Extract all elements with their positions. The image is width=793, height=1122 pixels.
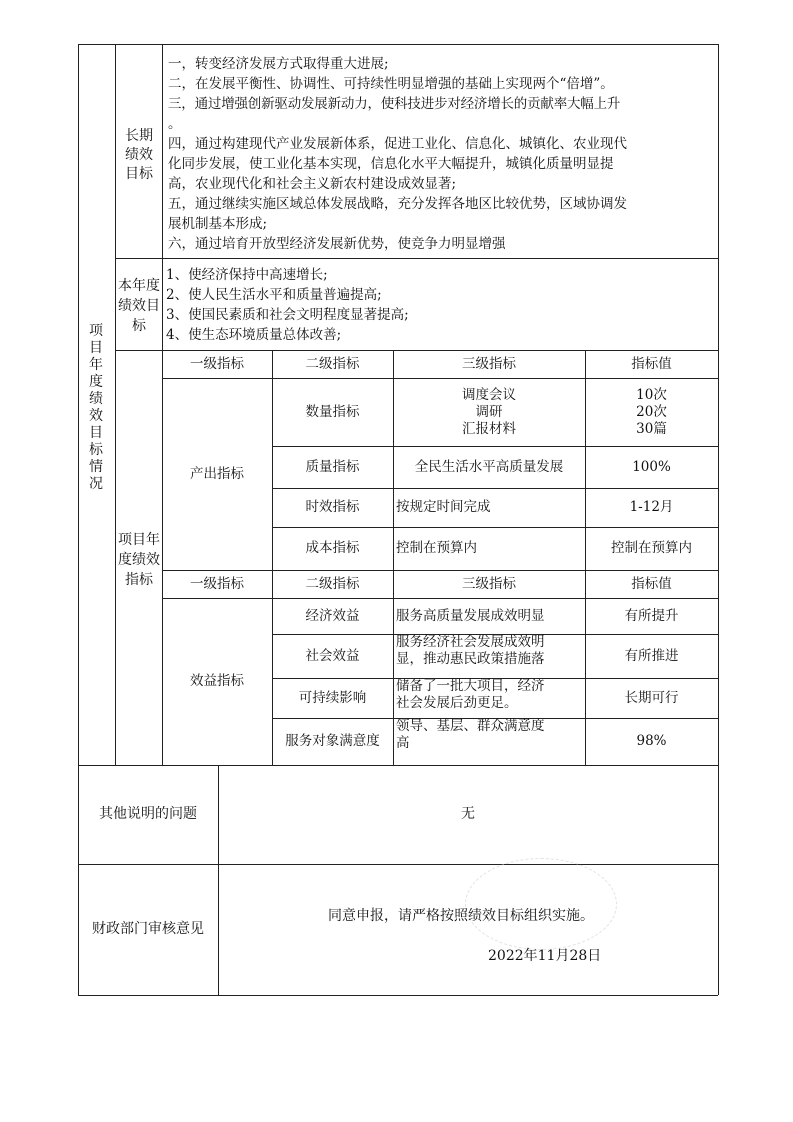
long-term-line-3: 三，通过增强创新驱动发展新动力，使科技进步对经济增长的贡献率大幅上升 <box>168 96 621 112</box>
quality-level3: 全民生活水平高质量发展 <box>414 458 564 475</box>
header2-level1: 一级指标 <box>190 575 244 592</box>
header2-level3: 三级指标 <box>462 575 516 592</box>
annual-line-3: 3、使国民素质和社会文明程度显著提高; <box>166 307 409 323</box>
divider-section-column <box>115 44 116 765</box>
annual-goal-label <box>118 266 160 346</box>
output-level1: 产出指标 <box>190 465 244 482</box>
quantity-item-1: 调度会议 <box>462 386 516 403</box>
sustainable-level2: 可持续影响 <box>298 689 367 706</box>
long-term-line-5: 四，通过构建现代产业发展新体系，促进工业化、信息化、城镇化、农业现代 <box>168 136 627 152</box>
satisfaction-level2: 服务对象满意度 <box>285 733 380 749</box>
quality-value: 100% <box>632 458 671 475</box>
annual-indicators-label <box>118 520 160 600</box>
border-top <box>78 44 718 45</box>
quality-level2: 质量指标 <box>305 458 360 475</box>
timeliness-value: 1-12月 <box>629 499 674 515</box>
long-term-line-6: 化同步发展，使工业化基本实现，信息化水平大幅提升，城镇化质量明显提 <box>168 156 614 172</box>
annual-line-2: 2、使人民生活水平和质量普遍提高; <box>166 287 382 303</box>
social-level2: 社会效益 <box>305 647 360 664</box>
quantity-level3 <box>393 378 585 446</box>
social-value: 有所推进 <box>624 647 679 664</box>
quantity-level2: 数量指标 <box>305 403 360 420</box>
cost-value: 控制在预算内 <box>611 540 692 556</box>
sustainable-level3-line2: 社会发展后劲更足。 <box>396 695 518 711</box>
economic-value: 有所提升 <box>624 607 679 624</box>
social-level3-line2: 显，推动惠民政策措施落 <box>396 651 545 667</box>
sustainable-level3-line1: 储备了一批大项目，经济 <box>396 678 545 694</box>
timeliness-level3: 按规定时间完成 <box>396 499 491 515</box>
long-term-goal-label-text: 长期绩效目标 <box>125 127 153 182</box>
cost-level3: 控制在预算内 <box>396 540 477 556</box>
quantity-value-3: 30篇 <box>636 420 667 437</box>
annual-line-4: 4、使生态环境质量总体改善; <box>166 327 342 343</box>
header2-level2: 二级指标 <box>305 575 360 592</box>
sustainable-value: 长期可行 <box>624 689 679 706</box>
header-level3: 三级指标 <box>462 355 516 372</box>
quantity-item-2: 调研 <box>475 403 503 420</box>
economic-level2: 经济效益 <box>305 607 360 624</box>
annual-indicators-label-text: 项目年度绩效指标 <box>118 532 160 588</box>
border-bottom <box>78 995 718 996</box>
finance-opinion: 同意申报，请严格按照绩效目标组织实施。 <box>328 908 594 924</box>
header-level1: 一级指标 <box>190 355 244 372</box>
benefit-level1: 效益指标 <box>190 673 244 689</box>
annual-line-1: 1、使经济保持中高速增长; <box>166 267 328 283</box>
faint-stamp-mark <box>465 858 617 950</box>
satisfaction-level3 <box>393 718 585 765</box>
long-term-line-1: 一，转变经济发展方式取得重大进展; <box>168 56 389 72</box>
satisfaction-level3-line1: 领导、基层、群众满意度 <box>396 718 545 734</box>
quantity-value-1: 10次 <box>636 386 667 403</box>
sustainable-level3 <box>393 678 585 718</box>
finance-date: 2022年11月28日 <box>488 948 602 964</box>
long-term-line-7: 高，农业现代化和社会主义新农村建设成效显著; <box>168 176 457 192</box>
quantity-value-2: 20次 <box>636 403 667 420</box>
quantity-item-3: 汇报材料 <box>462 420 516 437</box>
finance-review-label: 财政部门审核意见 <box>92 921 204 937</box>
other-issues-label: 其他说明的问题 <box>99 806 197 822</box>
satisfaction-value: 98% <box>636 733 667 749</box>
header-value: 指标值 <box>631 355 672 372</box>
cost-level2: 成本指标 <box>305 540 360 556</box>
satisfaction-level3-line2: 高 <box>396 735 410 751</box>
social-level3 <box>393 634 585 678</box>
divider-long-term-bottom <box>115 258 718 259</box>
long-term-line-2: 二，在发展平衡性、协调性、可持续性明显增强的基础上实现两个“倍增”。 <box>168 76 614 92</box>
header-level2: 二级指标 <box>305 355 360 372</box>
project-goal-section-label: 项目年度绩效目标情况 <box>89 323 103 492</box>
long-term-line-9: 展机制基本形成; <box>168 216 268 232</box>
header2-value: 指标值 <box>631 575 672 592</box>
economic-level3: 服务高质量发展成效明显 <box>396 607 545 624</box>
other-issues-value: 无 <box>461 806 475 822</box>
border-right <box>718 44 719 995</box>
annual-goal-label-text: 本年度绩效目标 <box>118 278 160 334</box>
long-term-goal-label <box>119 120 159 190</box>
quantity-value <box>585 378 718 446</box>
long-term-line-4: 。 <box>168 116 182 132</box>
timeliness-level2: 时效指标 <box>305 499 360 515</box>
long-term-line-8: 五，通过继续实施区域总体发展战略，充分发挥各地区比较优势，区域协调发 <box>168 196 627 212</box>
social-level3-line1: 服务经济社会发展成效明 <box>396 634 545 650</box>
long-term-line-10: 六，通过培育开放型经济发展新优势，使竞争力明显增强 <box>168 236 506 252</box>
